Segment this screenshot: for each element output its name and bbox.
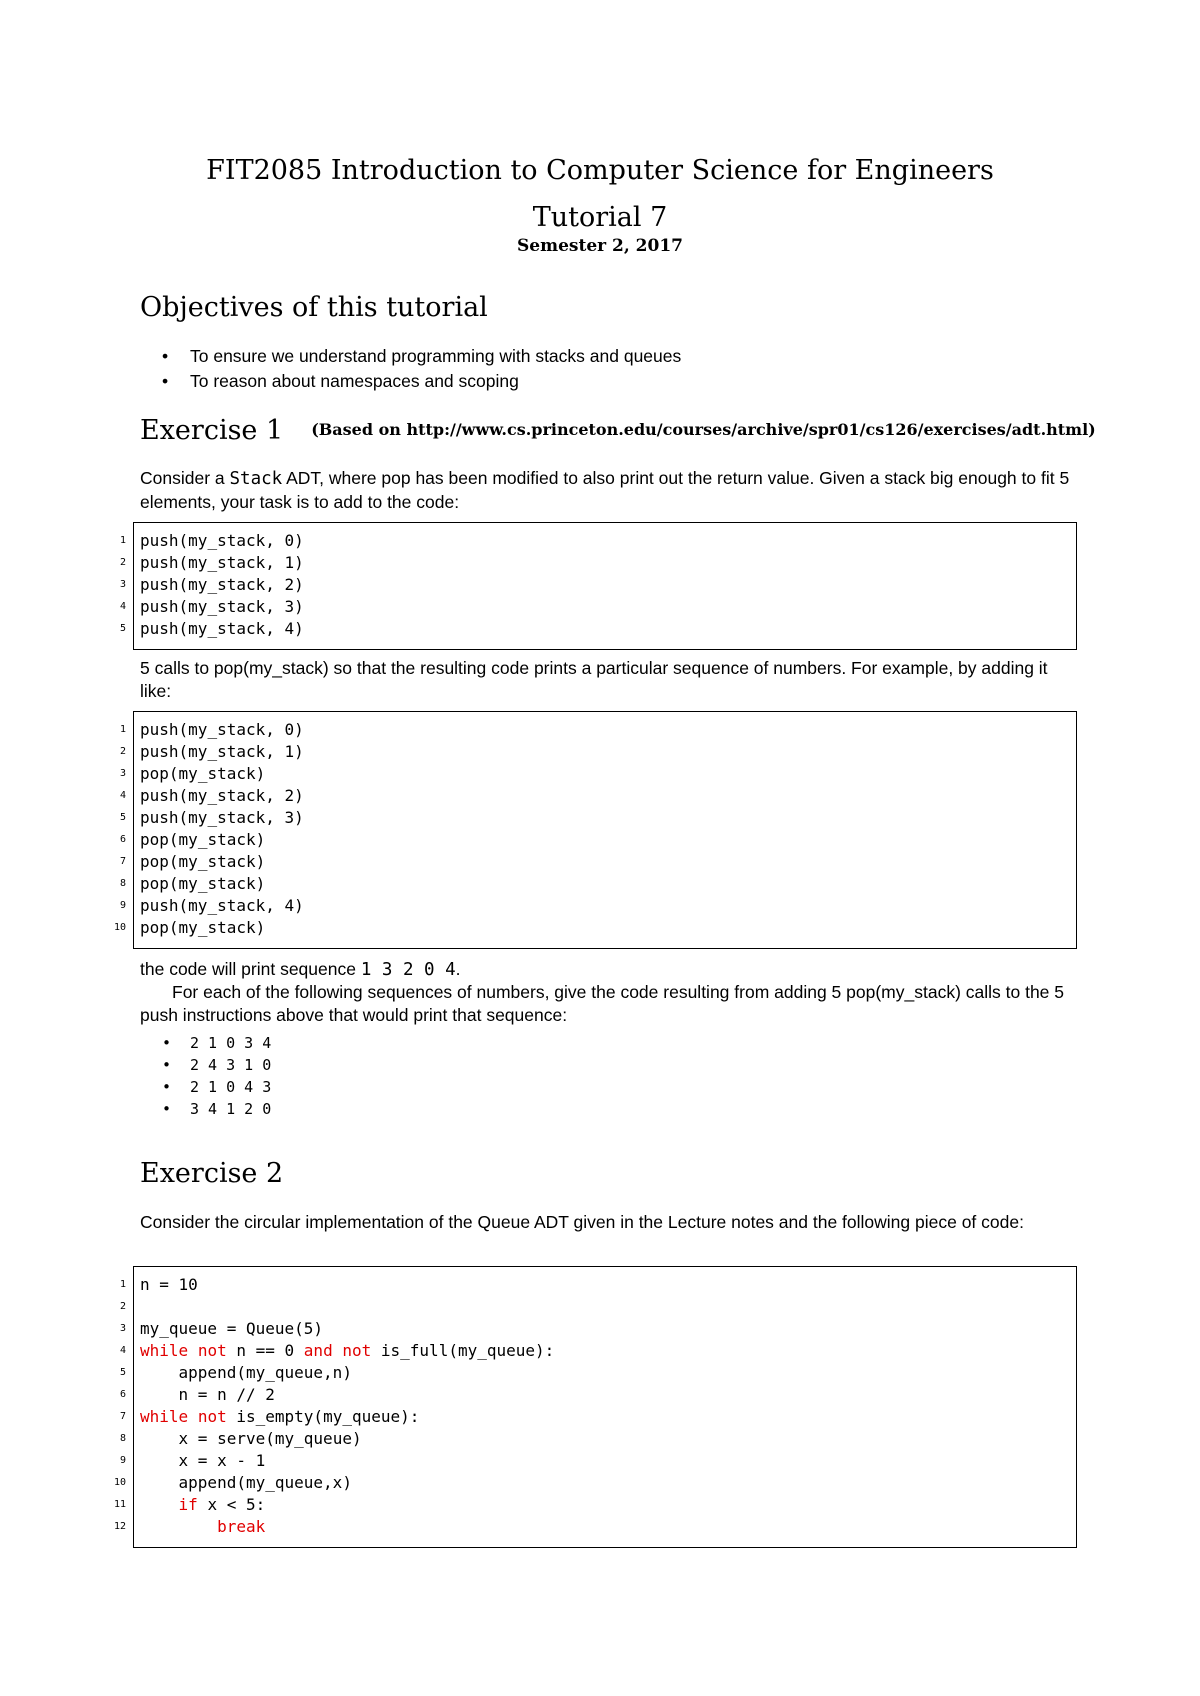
code-line: 9 push(my_stack, 4) xyxy=(134,895,1076,917)
line-number: 10 xyxy=(113,922,126,933)
intro-text-1: Consider a xyxy=(140,468,230,488)
code-line: 2 push(my_stack, 1) xyxy=(134,741,1076,763)
code-line: 10 append(my_queue,x) xyxy=(134,1472,1076,1494)
sequence-item: • 3 4 1 2 0 xyxy=(160,1098,271,1120)
code-line: 1 push(my_stack, 0) xyxy=(134,719,1076,741)
code-listing-3 xyxy=(113,1274,1076,1538)
document-subtitle: Tutorial 7 xyxy=(532,202,668,233)
code-line: 2 push(my_stack, 1) xyxy=(134,552,1076,574)
sequence-item: • 2 1 0 4 3 xyxy=(160,1076,271,1098)
sequence-item: • 2 4 3 1 0 xyxy=(160,1054,271,1076)
code-line xyxy=(119,1296,1076,1318)
code-keyword: while xyxy=(140,1407,189,1426)
code-line xyxy=(113,1516,1076,1538)
stack-term: Stack xyxy=(229,469,283,489)
code-line: 1 n = 10 xyxy=(134,1274,1076,1296)
code-block-2 xyxy=(113,711,1077,949)
result-text: the code will print sequence xyxy=(140,959,361,979)
line-number: 5 xyxy=(119,812,126,823)
code-keyword: not xyxy=(197,1341,227,1360)
semester-label: Semester 2, 2017 xyxy=(517,236,683,256)
exercise1-followup: For each of the following sequences of numbers, give the code resulting from adding 5 pop(my_stack) calls to the 5 push instructions above that would print that sequence: xyxy=(140,982,1065,1025)
line-number: 8 xyxy=(119,1433,126,1444)
code-line: 10 pop(my_stack) xyxy=(134,917,1076,939)
code-line: 5 append(my_queue,n) xyxy=(134,1362,1076,1384)
line-number: 8 xyxy=(119,878,126,889)
code-line: 11 if x < 5: xyxy=(134,1494,1076,1516)
code-listing-1 xyxy=(119,530,1076,640)
line-number: 3 xyxy=(119,768,126,779)
code-block-1 xyxy=(119,522,1077,650)
line-number: 7 xyxy=(119,1411,126,1422)
exercise1-title: Exercise 1 xyxy=(140,415,284,446)
code-line: 6 pop(my_stack) xyxy=(134,829,1076,851)
code-line: 8 pop(my_stack) xyxy=(134,873,1076,895)
exercise1-result xyxy=(140,958,1080,982)
line-number: 1 xyxy=(119,724,126,735)
objectives-heading: Objectives of this tutorial xyxy=(140,292,488,323)
code-keyword: not xyxy=(342,1341,372,1360)
line-number: 6 xyxy=(119,834,126,845)
code-listing-2 xyxy=(113,719,1076,939)
code-line: 5 push(my_stack, 3) xyxy=(134,807,1076,829)
line-number: 2 xyxy=(119,557,126,568)
sequence-list xyxy=(160,1032,271,1120)
result-period: . xyxy=(455,959,461,979)
code-line: 3 my_queue = Queue(5) xyxy=(134,1318,1076,1340)
line-number: 4 xyxy=(119,601,126,612)
code-keyword: while xyxy=(140,1341,189,1360)
line-number: 2 xyxy=(119,746,126,757)
line-number: 4 xyxy=(119,790,126,801)
line-number: 1 xyxy=(119,535,126,546)
line-number: 9 xyxy=(119,900,126,911)
objective-item: • To reason about namespaces and scoping xyxy=(160,369,681,394)
exercise1-middle-text: 5 calls to pop(my_stack) so that the resulting code prints a particular sequence of numbers. For example, by adding it like: xyxy=(140,658,1048,701)
code-line: 3 push(my_stack, 2) xyxy=(134,574,1076,596)
line-number: 5 xyxy=(119,1367,126,1378)
exercise2-intro: Consider the circular implementation of the Queue ADT given in the Lecture notes and the following piece of code: xyxy=(140,1212,1024,1232)
code-line: 3 pop(my_stack) xyxy=(134,763,1076,785)
exercise1-reference: (Based on http://www.cs.princeton.edu/courses/archive/spr01/cs126/exercises/adt.html) xyxy=(311,420,1096,439)
code-line: 4 push(my_stack, 3) xyxy=(134,596,1076,618)
exercise2-heading: Exercise 2 xyxy=(140,1158,284,1189)
line-number: 4 xyxy=(119,1345,126,1356)
code-line: 9 x = x - 1 xyxy=(134,1450,1076,1472)
result-sequence: 1 3 2 0 4 xyxy=(360,960,456,980)
sequence-item: • 2 1 0 3 4 xyxy=(160,1032,271,1054)
line-number: 9 xyxy=(119,1455,126,1466)
code-keyword: break xyxy=(217,1517,266,1536)
line-number: 10 xyxy=(113,1477,126,1488)
code-line: 8 x = serve(my_queue) xyxy=(134,1428,1076,1450)
document-title: FIT2085 Introduction to Computer Science for Engineers xyxy=(206,155,994,186)
line-number: 1 xyxy=(119,1279,126,1290)
line-number: 5 xyxy=(119,623,126,634)
line-number: 12 xyxy=(113,1521,126,1532)
exercise1-heading xyxy=(140,415,1096,446)
line-number: 2 xyxy=(119,1301,126,1312)
code-line: 7 pop(my_stack) xyxy=(134,851,1076,873)
intro-text-2: ADT, where pop has been modified to also print out the return value. Given a stack big enough to fit 5 elements, your task is to add to the code: xyxy=(140,468,1070,512)
code-keyword: if xyxy=(178,1495,198,1514)
line-number: 3 xyxy=(119,579,126,590)
exercise1-intro xyxy=(140,467,1080,514)
code-line: 6 n = n // 2 xyxy=(134,1384,1076,1406)
objective-item: • To ensure we understand programming with stacks and queues xyxy=(160,344,681,369)
code-line: 5 push(my_stack, 4) xyxy=(134,618,1076,640)
code-keyword: not xyxy=(197,1407,227,1426)
line-number: 7 xyxy=(119,856,126,867)
code-line: 7 while not is_empty(my_queue): xyxy=(134,1406,1076,1428)
code-keyword: and xyxy=(303,1341,333,1360)
code-line: 1 push(my_stack, 0) xyxy=(134,530,1076,552)
code-line: 4 push(my_stack, 2) xyxy=(134,785,1076,807)
line-number: 3 xyxy=(119,1323,126,1334)
objectives-list xyxy=(160,344,681,394)
line-number: 6 xyxy=(119,1389,126,1400)
code-line: 4 while not n == 0 and not is_full(my_queue): xyxy=(134,1340,1076,1362)
code-block-3 xyxy=(113,1266,1077,1548)
line-number: 11 xyxy=(113,1499,126,1510)
